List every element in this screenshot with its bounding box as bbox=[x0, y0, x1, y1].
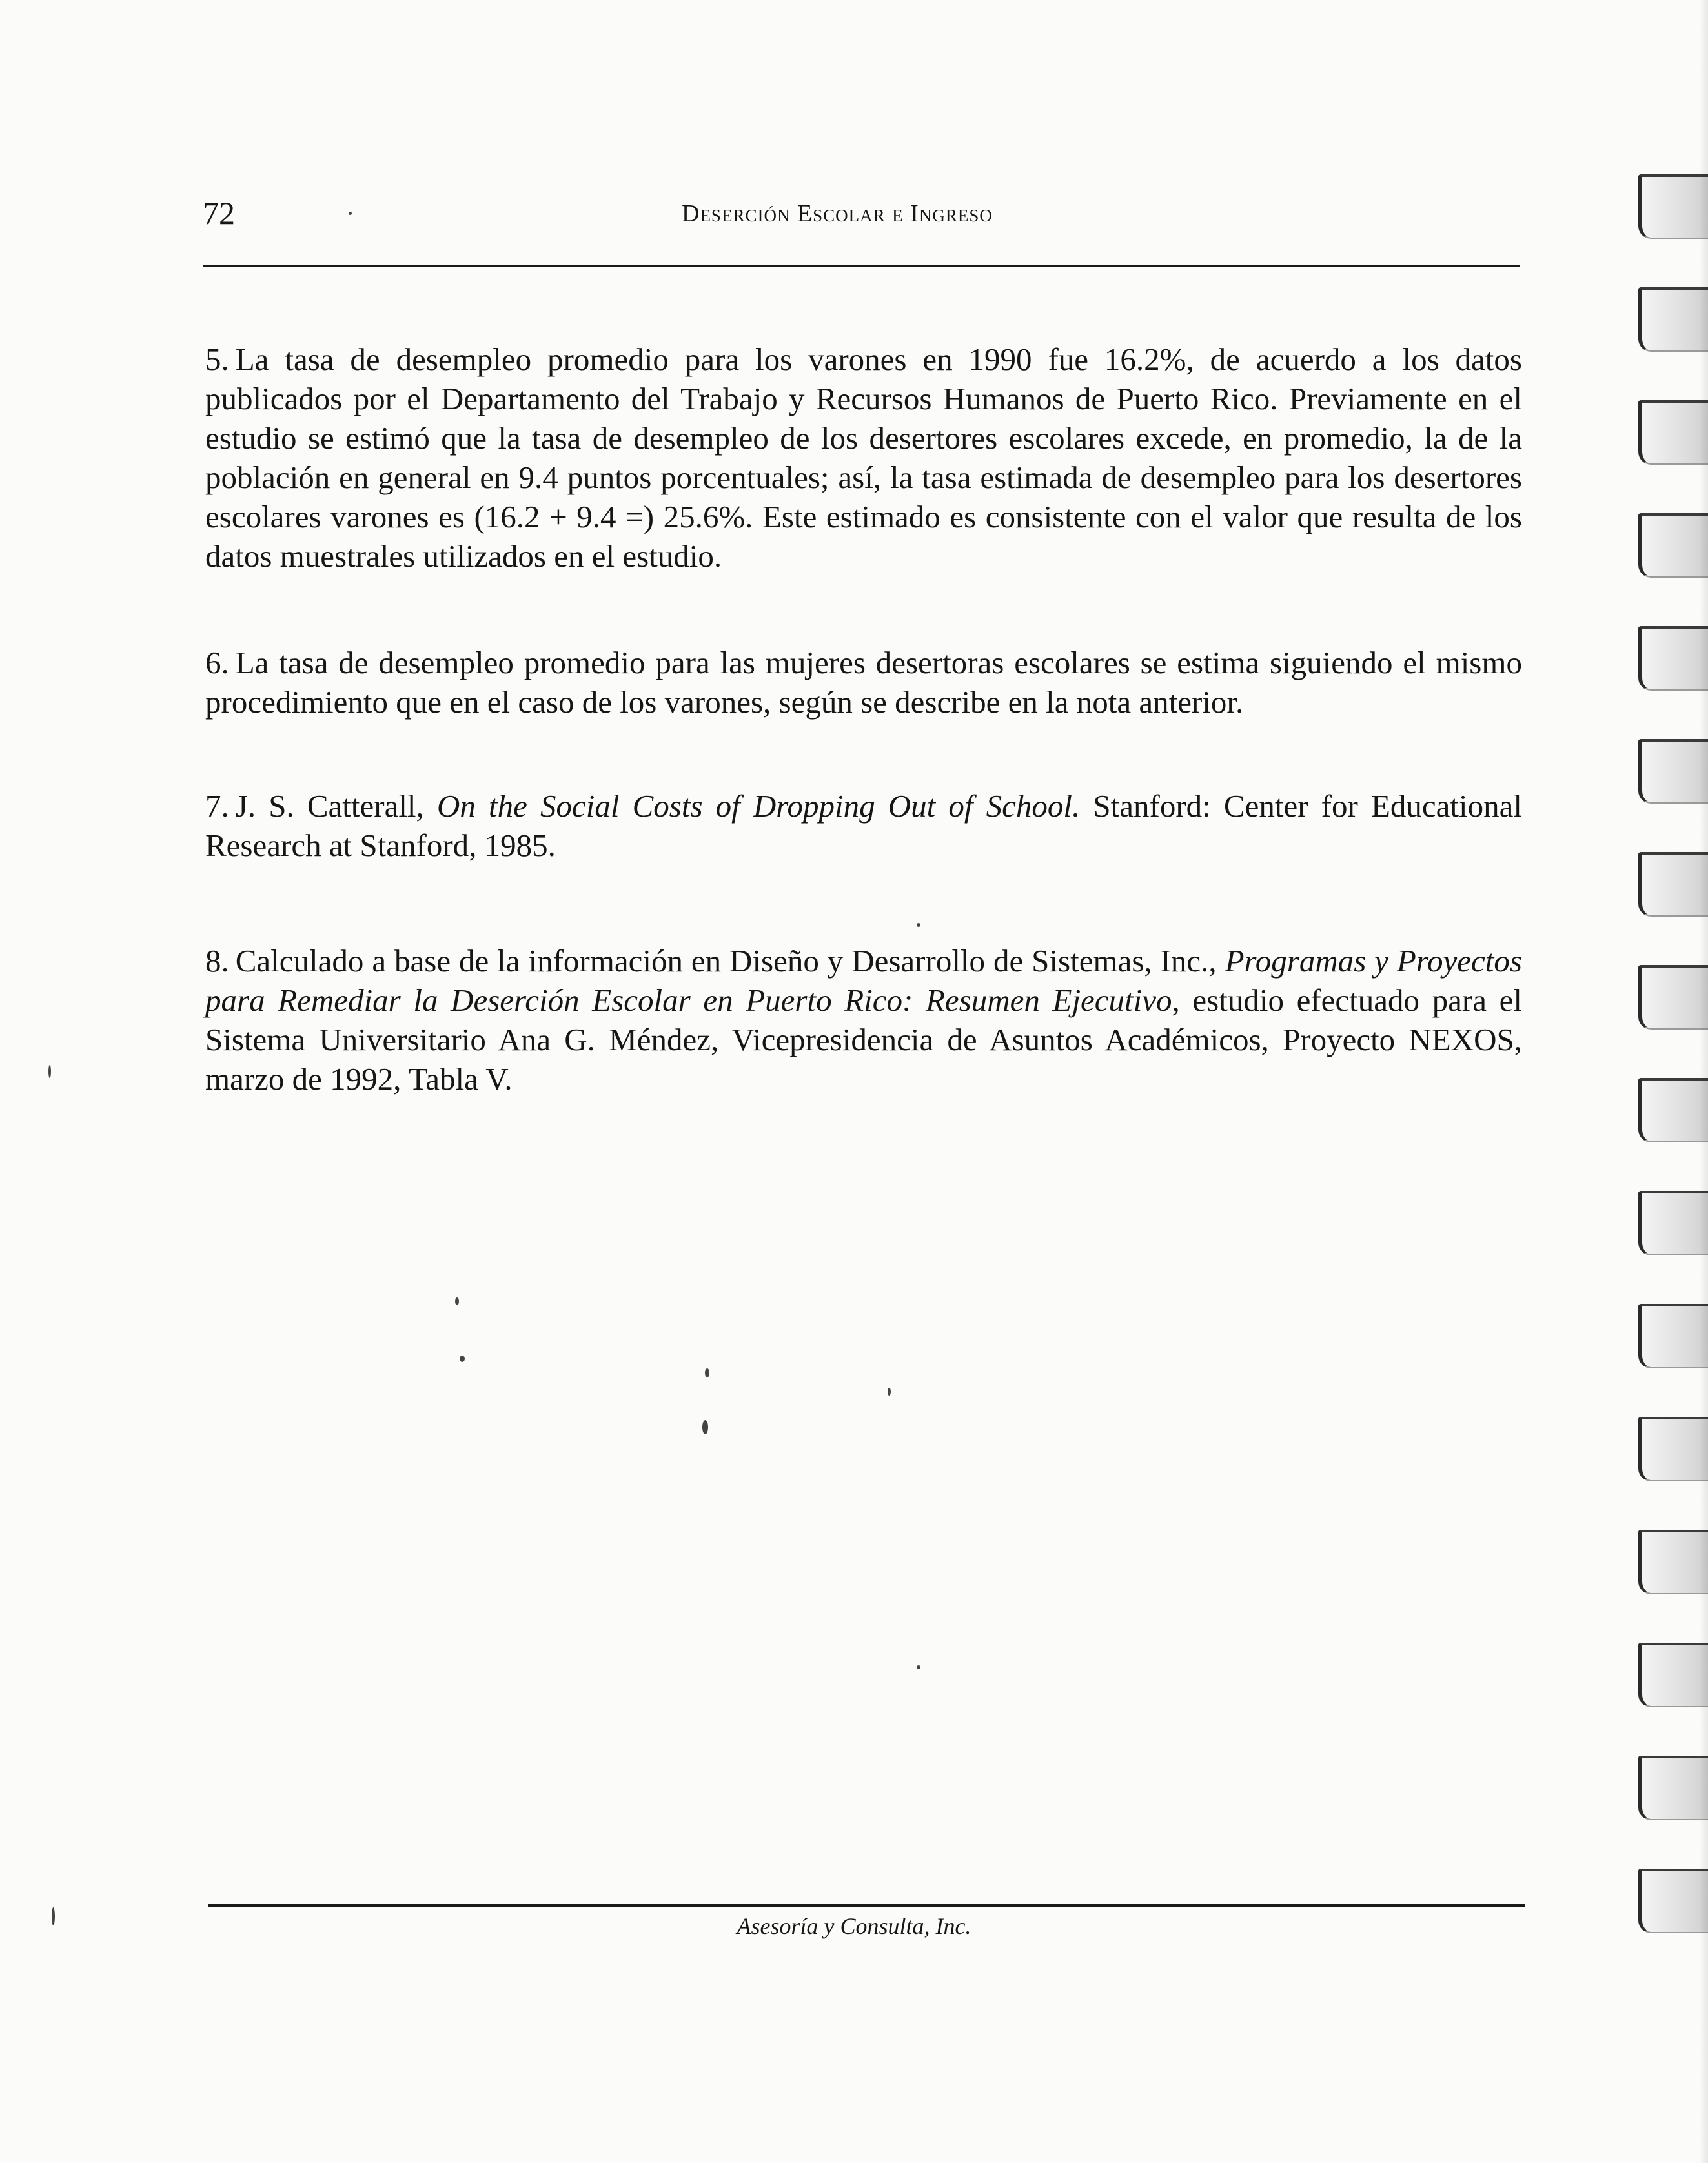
binding-coil bbox=[1638, 1530, 1708, 1594]
binding-coil bbox=[1638, 1643, 1708, 1707]
scan-speck bbox=[455, 1297, 459, 1305]
page-edge-shadow bbox=[1699, 0, 1708, 2163]
endnote-number: 5. bbox=[205, 341, 229, 377]
scan-speck bbox=[52, 1907, 55, 1925]
binding-coil bbox=[1638, 1191, 1708, 1255]
endnote-number: 7. bbox=[205, 788, 229, 824]
endnote-5 bbox=[205, 340, 1522, 576]
endnote-text: La tasa de desempleo promedio para los varones en 1990 fue 16.2%, de acuerdo a los datos publicados por el Departamento del Trabajo y Recursos Humanos de Puerto Rico. Previamente en el estudio se estimó que la tasa de desempleo de los desertores escolares excede, en promedio, la de la población en general en 9.4 puntos porcentuales; así, la tasa estimada de desempleo para los desertores escolares varones es (16.2 + 9.4 =) 25.6%. Este estimado es consistente con el valor que resulta de los datos muestrales utilizados en el estudio. bbox=[205, 341, 1522, 574]
binding-coil bbox=[1638, 1304, 1708, 1368]
page-number: 72 bbox=[203, 195, 235, 231]
footer-publisher: Asesoría y Consulta, Inc. bbox=[737, 1913, 971, 1939]
endnote-8 bbox=[205, 941, 1522, 1099]
binding-coil bbox=[1638, 965, 1708, 1030]
endnote-cited-title: On the Social Costs of Dropping Out of School. bbox=[436, 788, 1081, 824]
running-title: Deserción Escolar e Ingreso bbox=[682, 200, 993, 227]
endnote-7 bbox=[205, 786, 1522, 865]
endnote-cited-title: Programas y Proyectos para Remediar la Deserción Escolar en Puerto Rico: Resumen Ejecutivo bbox=[205, 943, 1522, 1018]
scan-speck bbox=[460, 1356, 465, 1362]
endnote-number: 8. bbox=[205, 943, 229, 979]
endnote-text: La tasa de desempleo promedio para las mujeres desertoras escolares se estima siguiendo el mismo procedimiento que en el caso de los varones, según se describe en la nota anterior. bbox=[205, 645, 1522, 720]
scan-speck bbox=[705, 1368, 709, 1377]
endnote-text-before: Calculado a base de la información en Diseño y Desarrollo de Sistemas, Inc., bbox=[235, 943, 1225, 979]
endnote-text-before: J. S. Catterall, bbox=[235, 788, 437, 824]
binding-coil bbox=[1638, 1756, 1708, 1820]
endnote-number: 6. bbox=[205, 645, 229, 680]
binding-coil bbox=[1638, 1869, 1708, 1933]
binding-coil bbox=[1638, 513, 1708, 578]
endnote-text-after: , estudio efectuado para el Sistema Universitario Ana G. Méndez, Vicepresidencia de Asuntos Académicos, Proyecto NEXOS, marzo de 1992, Tabla V. bbox=[205, 982, 1522, 1097]
binding-coil bbox=[1638, 626, 1708, 691]
binding-coil bbox=[1638, 1417, 1708, 1481]
scan-speck bbox=[888, 1388, 891, 1396]
spiral-binding bbox=[1637, 0, 1708, 2163]
endnote-6 bbox=[205, 643, 1522, 722]
binding-coil bbox=[1638, 852, 1708, 917]
binding-coil bbox=[1638, 739, 1708, 804]
endnote-text-after: Stanford: Center for Educational Research at Stanford, 1985. bbox=[205, 788, 1522, 863]
footer-rule bbox=[208, 1904, 1525, 1907]
binding-coil bbox=[1638, 400, 1708, 465]
scan-speck bbox=[48, 1065, 51, 1078]
binding-coil bbox=[1638, 1078, 1708, 1142]
binding-coil bbox=[1638, 287, 1708, 352]
scan-speck bbox=[702, 1420, 708, 1434]
scan-speck bbox=[917, 1665, 920, 1669]
scan-speck bbox=[349, 212, 352, 215]
binding-coil bbox=[1638, 174, 1708, 239]
scan-speck bbox=[917, 923, 920, 927]
header-rule bbox=[203, 265, 1520, 267]
